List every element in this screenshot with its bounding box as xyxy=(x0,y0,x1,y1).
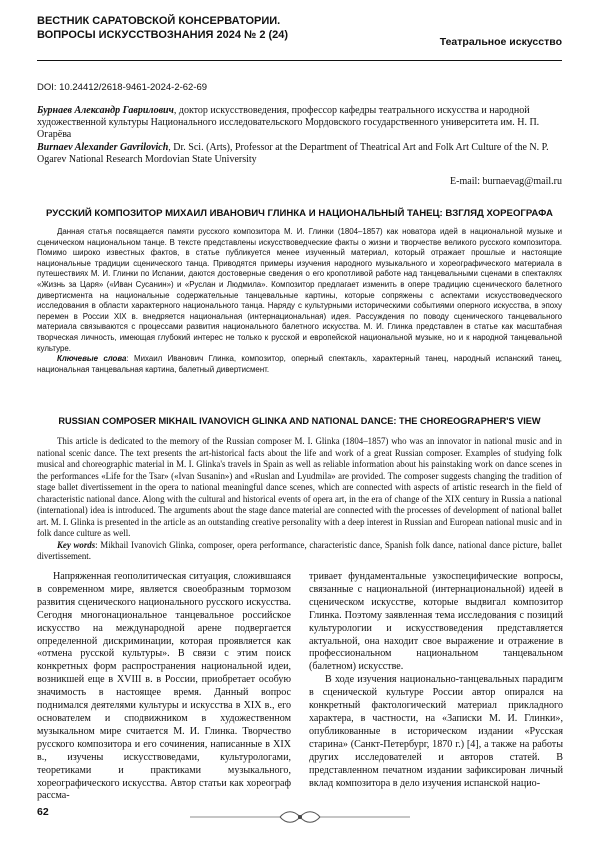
author-ru-name: Бурнаев Александр Гаврилович xyxy=(37,105,174,116)
body-paragraph: В ходе изучения национально-танцевальных парадигм в сценической культуре России автор опирался на конкретный фактологический материал прикладного характера, в частности, на «Записки М. И. Глинки», опубликованные в историческом издании «Русская старина» (Санкт-Петербург, 1870 г.) [4], а также на работы других исследователей и авторов статей. В представленном печатном издании зафиксирован личный вклад композитора в дело изучения испанской нацио- xyxy=(309,674,563,789)
body-column-left xyxy=(37,571,291,803)
abstract-en xyxy=(37,436,562,563)
keywords-ru-label: Ключевые слова xyxy=(57,354,127,364)
doi: DOI: 10.24412/2618-9461-2024-2-62-69 xyxy=(37,82,208,93)
body-paragraph: Напряженная геополитическая ситуация, сложившаяся в современном мире, является своеобразным тормозом развития сценического национального русского искусства. Сегодня многонациональное танцевальное российское искусство на международной арене подвергается определенной дискриминации, которая проявляется как «отмена русской культуры». В связи с этим поиск конкретных форм распространения национальной идеи, возникшей еще в XVIII в. в России, приобретает особую значимость в настоящее время. Данный вопрос поднимался деятелями культуры и искусства в XIX в., его основателем и сподвижником в художественном музыкальном мире считается М. И. Глинка. Творчество русского композитора и его сочинения, написанные в XIX в., изучены искусствоведами, культурологами, теоретиками и практиками музыкального, хореографического искусства. Автор статьи как хореограф рассма- xyxy=(37,571,291,802)
header-divider xyxy=(37,60,562,61)
body-column-right xyxy=(309,571,563,790)
author-ru xyxy=(37,105,562,142)
section-name: Театральное искусство xyxy=(439,36,562,48)
author-en-name: Burnaev Alexander Gavrilovich xyxy=(37,141,169,153)
body-paragraph: тривает фундаментальные узкоспецифические вопросы, связанные с национальной (интернациональной) идеей в сценическом искусстве, которые выдвигал композитор Глинка. Поэтому заявленная тема исследования с позиций культурологии и искусствоведения представляется актуальной, она находит свое выражение и отражение в профессиональном национальном танцевальном (балетном) искусстве. xyxy=(309,571,563,673)
page-number: 62 xyxy=(37,806,49,818)
abstract-en-text: This article is dedicated to the memory of the Russian composer M. I. Glinka (1804–1857) who was an innovator in national music and in national scenic dance. The text presents the art-historical facts about the life and work of a great Russian composer. Examples of studying folk musical and choreographic material in M. I. Glinka's travels in Spain as well as reliable information about his painstaking work on dance scenes in the performances «Life for the Tsar» («Ivan Susanin») and «Ruslan and Lyudmila» are provided. The composer suggests changing the tradition of stage ballet divertissement in the opera to national meaningful dance scenes, which are connected with aspects of artistic research in the field of characteristic national dance. Along with the cultural and historical events of opera art, in the era of change of the XIX century in Russia a national (international) idea is introduced. The arguments about the stage dance material are connected with the processes of development of national ballet art. M. I. Glinka is presented in the article as an outstanding creative personality with a deep interest in Russian and European national music and in folk dance culture as well. xyxy=(37,436,562,538)
keywords-ru-list: : Михаил Иванович Глинка, композитор, оперный спектакль, характерный танец, народный испанский танец, национальная танцевальная картина, балетный дивертисмент. xyxy=(37,354,562,374)
keywords-ru xyxy=(37,354,562,375)
author-en-affiliation: , Dr. Sci. (Arts), Professor at the Department of Theatrical Art and Folk Art Culture of the N. P. Ogarev National Research Mordovian State University xyxy=(37,141,549,165)
ornament-divider xyxy=(190,809,410,825)
keywords-en-label: Key words xyxy=(57,539,96,550)
journal-title-line2: ВОПРОСЫ ИСКУССТВОЗНАНИЯ 2024 № 2 (24) xyxy=(37,29,289,41)
abstract-ru xyxy=(37,227,562,375)
keywords-en xyxy=(37,540,562,563)
journal-title-line1: ВЕСТНИК САРАТОВСКОЙ КОНСЕРВАТОРИИ. xyxy=(37,15,281,27)
author-en xyxy=(37,142,562,166)
author-ru-affiliation: , доктор искусствоведения, профессор кафедры театрального искусства и народной художественной культуры Национального исследовательского Мордовского государственного университета им. Н. П. Огарёва xyxy=(37,105,540,141)
article-title-ru: РУССКИЙ КОМПОЗИТОР МИХАИЛ ИВАНОВИЧ ГЛИНКА И НАЦИОНАЛЬНЫЙ ТАНЕЦ: ВЗГЛЯД ХОРЕОГРАФА xyxy=(46,208,553,219)
journal-title xyxy=(37,14,317,42)
abstract-ru-text: Данная статья посвящается памяти русского композитора М. И. Глинки (1804–1857) как новатора идей в национальной музыке и сценическом национальном танце. В тексте представлены искусствоведческие факты о жизни и творчестве великого русского композитора. Помимо широко известных фактов, в статье публикуется менее изученный материал, который отражает прошлые и настоящие национальные традиции сценического танца. Приводятся примеры изучения народного музыкального и хореографического материала в путешествиях М. И. Глинки по Испании, даются достоверные сведения о его кропотливой работе над танцевальными сценами в спектаклях «Жизнь за Царя» («Иван Сусанин») и «Руслан и Людмила». Композитор предлагает изменить в опере традицию сценического балетного дивертисмента на национальные содержательные танцевальные картины, которые сопряжены с аспектами искусствоведческого исследования в области характерного национального танца. Наряду с культурными историческими событиями оперного искусства, в эпоху перемен в России XIX в. внедряется национальная (интернациональная) идея. Рассуждения по поводу сценического танцевального материала связываются с процессами развития национального балетного искусства. М. И. Глинка представлен в статье как масштабная творческая личность, имеющая глубокий интерес не только к русской и европейской национальной музыке, но и к народной танцевальной культуре. xyxy=(37,227,562,353)
article-title-en: RUSSIAN COMPOSER MIKHAIL IVANOVICH GLINKA AND NATIONAL DANCE: THE CHOREOGRAPHER'S VIEW xyxy=(58,416,541,426)
keywords-en-list: : Mikhail Ivanovich Glinka, composer, opera performance, characteristic dance, Spanish folk dance, national dance picture, ballet divertissement. xyxy=(37,539,562,561)
author-email: E-mail: burnaevag@mail.ru xyxy=(450,176,562,187)
author-info xyxy=(37,105,562,166)
